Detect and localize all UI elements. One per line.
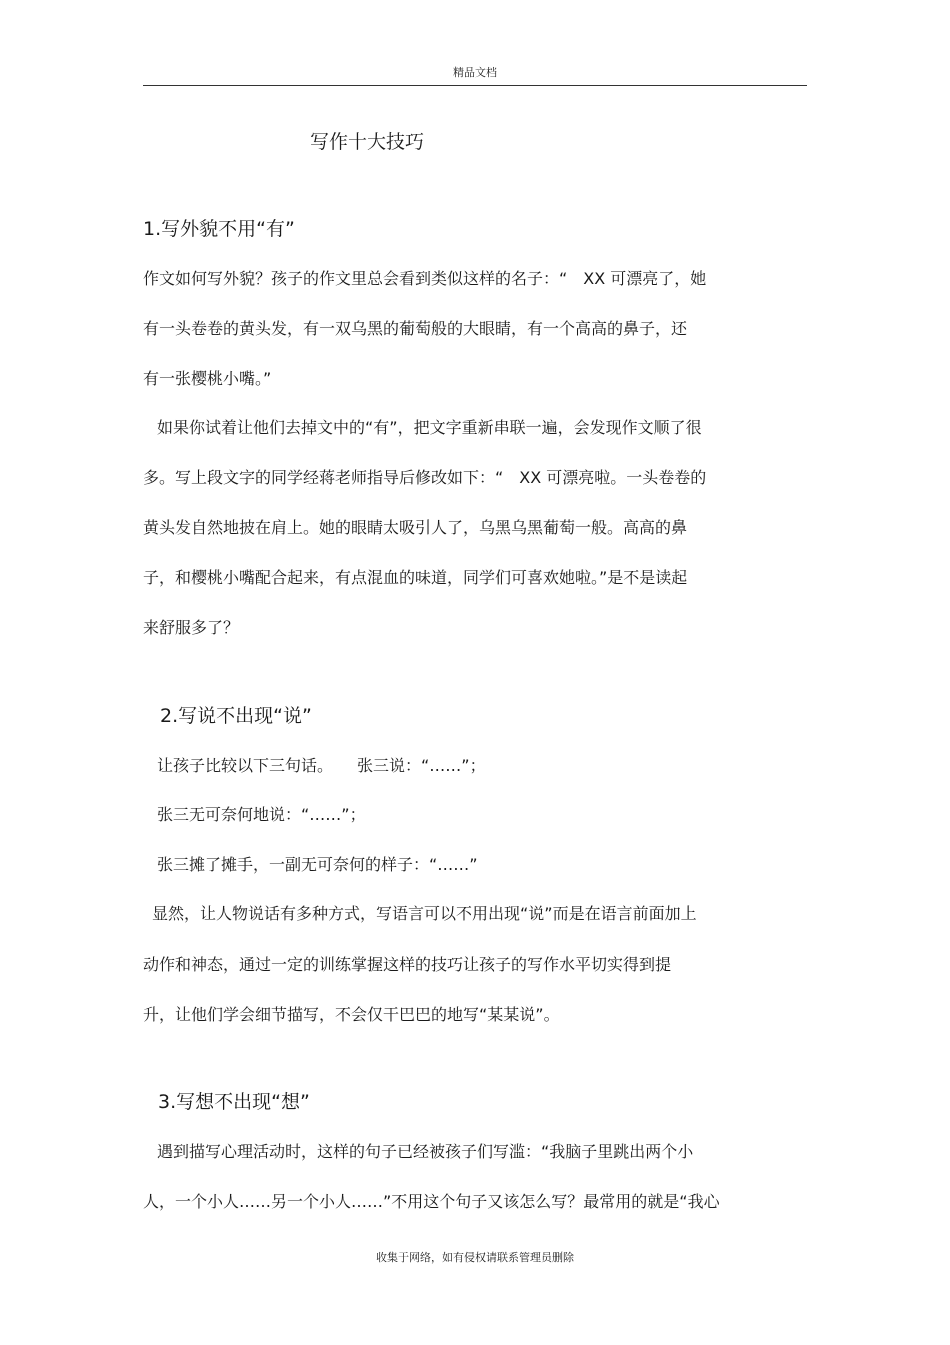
paragraph-line: 显然，让人物说话有多种方式，写语言可以不用出现“说”而是在语言前面加上 (152, 904, 697, 923)
section-2-heading: 2.写说不出现“说” (160, 705, 312, 727)
paragraph-line: 动作和神态，通过一定的训练掌握这样的技巧让孩子的写作水平切实得到提 (143, 955, 672, 974)
paragraph-line: 有一头卷卷的黄头发，有一双乌黑的葡萄般的大眼睛，有一个高高的鼻子，还 (143, 319, 688, 338)
paragraph-line: 子，和樱桃小嘴配合起来，有点混血的味道，同学们可喜欢她啦。”是不是读起 (143, 568, 688, 587)
paragraph-line: 多。写上段文字的同学经蒋老师指导后修改如下：“ XX 可漂亮啦。一头卷卷的 (143, 468, 707, 487)
section-3-heading: 3.写想不出现“想” (158, 1091, 310, 1113)
document-title: 写作十大技巧 (310, 131, 425, 153)
paragraph-line: 张三无可奈何地说：“……”； (157, 805, 366, 824)
paragraph-line: 黄头发自然地披在肩上。她的眼睛太吸引人了，乌黑乌黑葡萄一般。高高的鼻 (143, 518, 688, 537)
paragraph-line: 遇到描写心理活动时，这样的句子已经被孩子们写滥：“我脑子里跳出两个小 (157, 1142, 694, 1161)
paragraph-line: 来舒服多了？ (143, 618, 240, 637)
paragraph-line: 作文如何写外貌？孩子的作文里总会看到类似这样的名子：“ XX 可漂亮了，她 (143, 269, 707, 288)
page-footer: 收集于网络，如有侵权请联系管理员删除 (376, 1251, 574, 1264)
paragraph-line: 人，一个小人……另一个小人……”不用这个句子又该怎么写？最常用的就是“我心 (143, 1192, 720, 1211)
paragraph-line: 让孩子比较以下三句话。 张三说：“……”； (157, 756, 486, 775)
paragraph-line: 升，让他们学会细节描写，不会仅干巴巴的地写“某某说”。 (143, 1005, 560, 1024)
page-header: 精品文档 (453, 66, 497, 79)
section-1-heading: 1.写外貌不用“有” (143, 218, 295, 240)
paragraph-line: 如果你试着让他们去掉文中的“有”，把文字重新串联一遍，会发现作文顺了很 (157, 418, 702, 437)
header-divider (143, 85, 807, 86)
paragraph-line: 有一张樱桃小嘴。” (143, 369, 272, 388)
paragraph-line: 张三摊了摊手，一副无可奈何的样子：“……” (157, 855, 478, 874)
